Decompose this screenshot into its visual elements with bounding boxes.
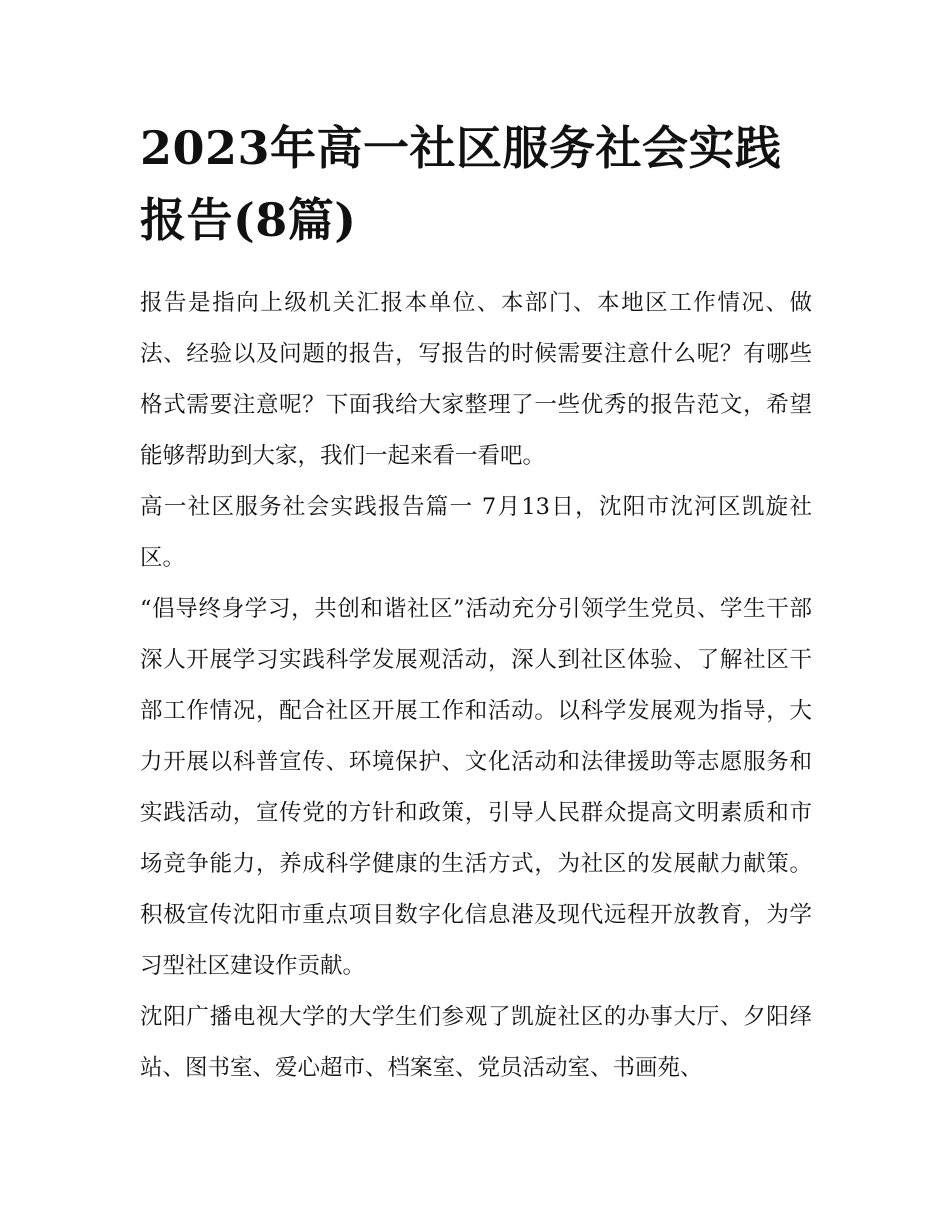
paragraph-activity-description: “倡导终身学习，共创和谐社区”活动充分引领学生党员、学生干部深人开展学习实践科学发展观活动，深人到社区体验、了解社区干部工作情况，配合社区开展工作和活动。以科学发展观为指导，大力开展以科普宣传、环境保护、文化活动和法律援助等志愿服务和实践活动，宣传党的方针和政策，引导人民群众提高文明素质和市场竞争能力，养成科学健康的生活方式，为社区的发展献力献策。积极宣传沈阳市重点项目数字化信息港及现代远程开放教育，为学习型社区建设作贡献。 (140, 596, 812, 979)
paragraph-section-one-heading: 高一社区服务社会实践报告篇一 7月13日，沈阳市沈河区凯旋社区。 (140, 494, 812, 571)
paragraph-visit-description: 沈阳广播电视大学的大学生们参观了凯旋社区的办事大厅、夕阳绎站、图书室、爱心超市、档案室、党员活动室、书画苑、 (140, 1004, 812, 1081)
paragraph-intro: 报告是指向上级机关汇报本单位、本部门、本地区工作情况、做法、经验以及问题的报告，写报告的时候需要注意什么呢？有哪些格式需要注意呢？下面我给大家整理了一些优秀的报告范文，希望能够帮助到大家，我们一起来看一看吧。 (140, 290, 812, 469)
document-title: 2023年高一社区服务社会实践报告(8篇) (140, 121, 782, 247)
document-body (140, 112, 812, 1094)
